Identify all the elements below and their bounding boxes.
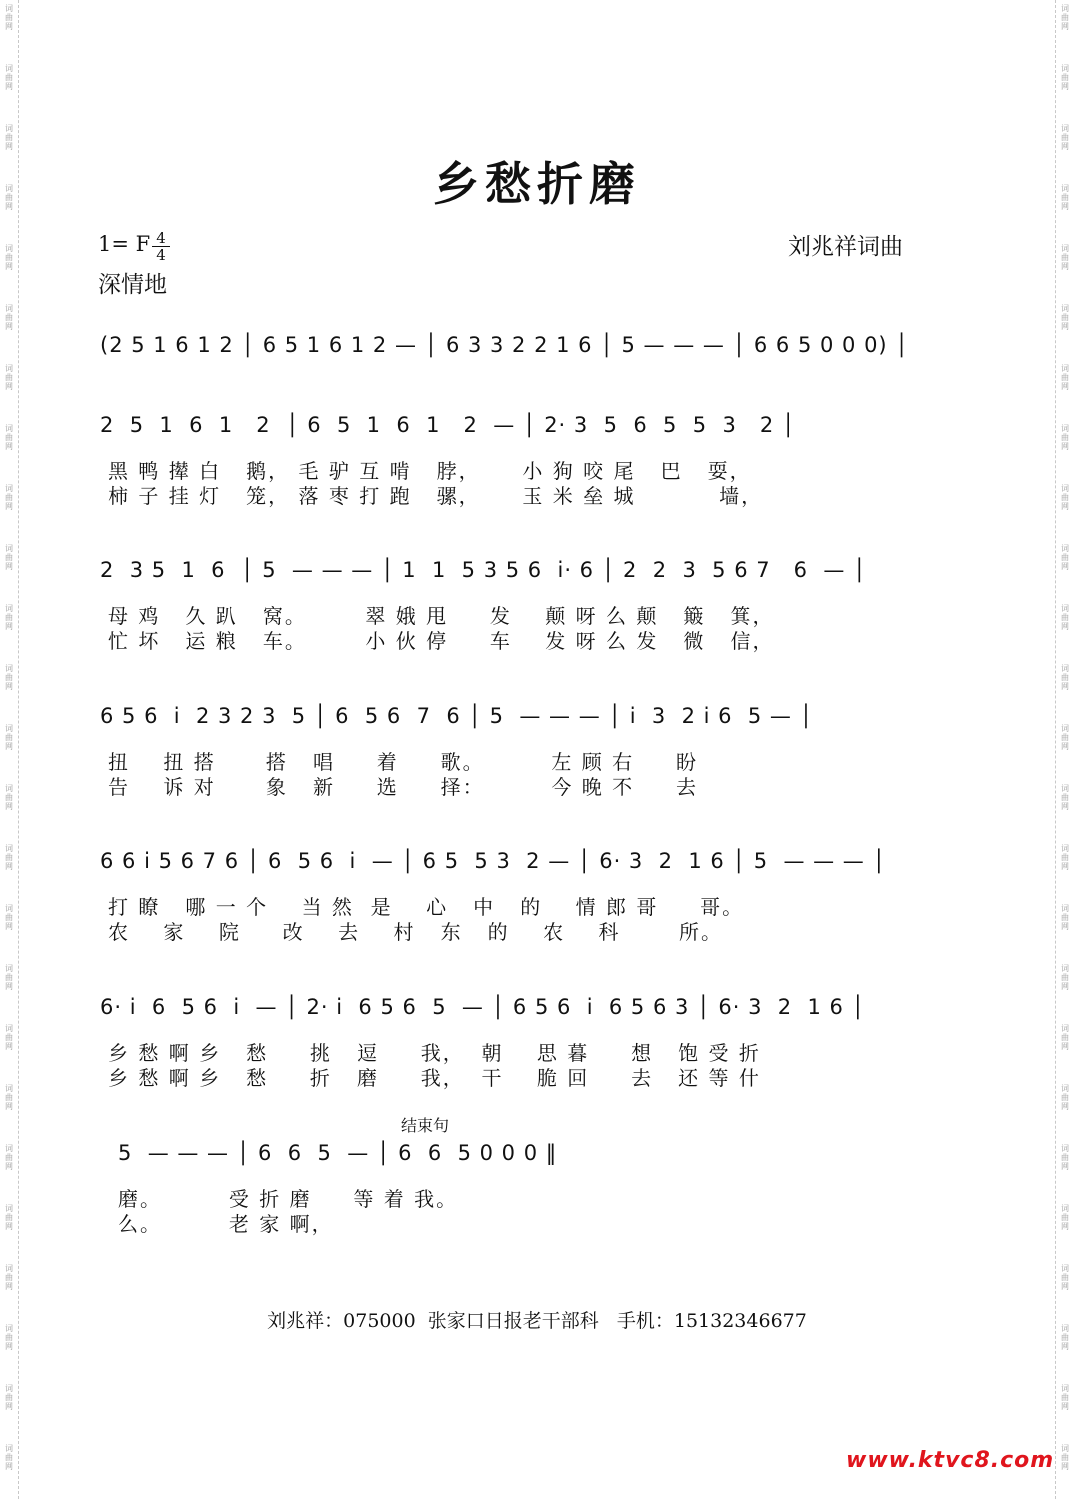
watermark-mark: 词 曲 网 bbox=[5, 304, 13, 331]
watermark-mark: 词 曲 网 bbox=[1061, 964, 1069, 991]
watermark-mark: 词 曲 网 bbox=[5, 1444, 13, 1471]
watermark-mark: 词 曲 网 bbox=[1061, 1084, 1069, 1111]
lyric-verse-2-row-3: 告 诉 对 象 新 选 择： 今 晚 不 去 bbox=[108, 775, 698, 799]
lyric-verse-1-row-4: 打 瞭 哪 一 个 当 然 是 心 中 的 情 郎 哥 哥。 bbox=[108, 895, 745, 919]
watermark-mark: 词 曲 网 bbox=[5, 724, 13, 751]
watermark-mark: 词 曲 网 bbox=[1061, 604, 1069, 631]
watermark-mark: 词 曲 网 bbox=[1061, 1264, 1069, 1291]
notation-text: 5 — — — │ 6 6 5 — │ 6 6 5 0 0 0 ‖ bbox=[118, 1141, 558, 1165]
watermark-mark: 词 曲 网 bbox=[1061, 1384, 1069, 1411]
time-signature-bottom: 4 bbox=[156, 246, 166, 264]
watermark-mark: 词 曲 网 bbox=[5, 1084, 13, 1111]
key-signature: 1= F bbox=[98, 232, 151, 256]
watermark-mark: 词 曲 网 bbox=[5, 904, 13, 931]
notation-row-3 bbox=[100, 704, 940, 740]
notation-text: 6· i 6 5 6 i — │ 2· i 6 5 6 5 — │ 6 5 6 i 6 5 6 3 │ 6· 3 2 1 6 │ bbox=[100, 995, 866, 1019]
watermark-mark: 词 曲 网 bbox=[1061, 904, 1069, 931]
watermark-mark: 词 曲 网 bbox=[1061, 364, 1069, 391]
watermark-mark: 词 曲 网 bbox=[5, 1384, 13, 1411]
notation-row-6 bbox=[118, 1141, 958, 1177]
time-signature-top: 4 bbox=[156, 229, 166, 247]
lyric-verse-1-row-6: 磨。 受 折 磨 等 着 我。 bbox=[118, 1187, 459, 1211]
notation-row-1 bbox=[100, 413, 940, 449]
lyric-verse-1-row-3: 扭 扭 搭 搭 唱 着 歌。 左 顾 右 盼 bbox=[108, 750, 698, 774]
author-credit: 刘兆祥词曲 bbox=[788, 234, 903, 260]
watermark-mark: 词 曲 网 bbox=[5, 64, 13, 91]
notation-row-4 bbox=[100, 849, 940, 885]
lyric-verse-1-row-5: 乡 愁 啊 乡 愁 挑 逗 我， 朝 思 暮 想 饱 受 折 bbox=[108, 1041, 761, 1065]
notation-row-intro bbox=[100, 333, 940, 369]
watermark-mark: 词 曲 网 bbox=[5, 364, 13, 391]
watermark-mark: 词 曲 网 bbox=[1061, 1204, 1069, 1231]
notation-row-5 bbox=[100, 995, 940, 1031]
watermark-mark: 词 曲 网 bbox=[1061, 484, 1069, 511]
watermark-mark: 词 曲 网 bbox=[1061, 784, 1069, 811]
lyric-verse-1-row-2: 母 鸡 久 趴 窝。 翠 娥 甩 发 颠 呀 么 颠 簸 箕， bbox=[108, 604, 775, 628]
contact-footer: 刘兆祥：075000 张家口日报老干部科 手机：15132346677 bbox=[267, 1310, 807, 1332]
watermark-mark: 词 曲 网 bbox=[1061, 1144, 1069, 1171]
lyric-verse-1-row-1: 黑 鸭 撵 白 鹅， 毛 驴 互 啃 脖， 小 狗 咬 尾 巴 耍， bbox=[108, 459, 752, 483]
watermark-mark: 词 曲 网 bbox=[1061, 4, 1069, 31]
notation-text: 6 6 i 5 6 7 6 │ 6 5 6 i — │ 6 5 5 3 2 — │ 6· 3 2 1 6 │ 5 — — — │ bbox=[100, 849, 887, 873]
watermark-mark: 词 曲 网 bbox=[1061, 184, 1069, 211]
watermark-mark: 词 曲 网 bbox=[5, 1144, 13, 1171]
watermark-mark: 词 曲 网 bbox=[5, 604, 13, 631]
watermark-mark: 词 曲 网 bbox=[1061, 724, 1069, 751]
lyric-verse-2-row-4: 农 家 院 改 去 村 东 的 农 科 所。 bbox=[108, 920, 724, 944]
site-watermark-logo: www.ktvc8.com bbox=[846, 1448, 1055, 1473]
watermark-mark: 词 曲 网 bbox=[1061, 1324, 1069, 1351]
watermark-mark: 词 曲 网 bbox=[5, 484, 13, 511]
watermark-mark: 词 曲 网 bbox=[5, 784, 13, 811]
notation-text: 2 5 1 6 1 2 │ 6 5 1 6 1 2 — │ 2· 3 5 6 5 5 3 2 │ bbox=[100, 413, 796, 437]
notation-text: 6 5 6 i 2 3 2 3 5 │ 6 5 6 7 6 │ 5 — — — │ i 3 2 i 6 5 — │ bbox=[100, 704, 814, 728]
watermark-mark: 词 曲 网 bbox=[5, 544, 13, 571]
watermark-mark: 词 曲 网 bbox=[5, 184, 13, 211]
watermark-mark: 词 曲 网 bbox=[5, 4, 13, 31]
watermark-column-left bbox=[0, 0, 19, 1499]
watermark-mark: 词 曲 网 bbox=[1061, 544, 1069, 571]
tempo-marking: 深情地 bbox=[98, 272, 167, 298]
watermark-mark: 词 曲 网 bbox=[1061, 844, 1069, 871]
watermark-mark: 词 曲 网 bbox=[5, 1024, 13, 1051]
watermark-mark: 词 曲 网 bbox=[5, 964, 13, 991]
watermark-mark: 词 曲 网 bbox=[5, 124, 13, 151]
lyric-verse-2-row-1: 柿 子 挂 灯 笼， 落 枣 打 跑 骡， 玉 米 垒 城 墙， bbox=[108, 484, 764, 508]
ending-section-label: 结束句 bbox=[401, 1116, 450, 1135]
watermark-mark: 词 曲 网 bbox=[5, 424, 13, 451]
watermark-mark: 词 曲 网 bbox=[1061, 64, 1069, 91]
watermark-mark: 词 曲 网 bbox=[5, 1264, 13, 1291]
watermark-mark: 词 曲 网 bbox=[5, 1204, 13, 1231]
song-title: 乡愁折磨 bbox=[433, 157, 641, 211]
watermark-column-right bbox=[1055, 0, 1074, 1499]
watermark-mark: 词 曲 网 bbox=[1061, 124, 1069, 151]
notation-text: 2 3 5 1 6 │ 5 — — — │ 1 1 5 3 5 6 i· 6 │ 2 2 3 5 6 7 6 — │ bbox=[100, 558, 867, 582]
watermark-mark: 词 曲 网 bbox=[5, 1324, 13, 1351]
watermark-mark: 词 曲 网 bbox=[1061, 664, 1069, 691]
lyric-verse-2-row-2: 忙 坏 运 粮 车。 小 伙 停 车 发 呀 么 发 微 信， bbox=[108, 629, 775, 653]
watermark-mark: 词 曲 网 bbox=[1061, 1444, 1069, 1471]
watermark-mark: 词 曲 网 bbox=[5, 664, 13, 691]
watermark-mark: 词 曲 网 bbox=[1061, 1024, 1069, 1051]
notation-row-2 bbox=[100, 558, 940, 594]
time-signature bbox=[150, 231, 172, 262]
watermark-mark: 词 曲 网 bbox=[5, 844, 13, 871]
watermark-mark: 词 曲 网 bbox=[5, 244, 13, 271]
lyric-verse-2-row-6: 么。 老 家 啊， bbox=[118, 1212, 334, 1236]
lyric-verse-2-row-5: 乡 愁 啊 乡 愁 折 磨 我， 干 脆 回 去 还 等 什 bbox=[108, 1066, 761, 1090]
watermark-mark: 词 曲 网 bbox=[1061, 304, 1069, 331]
notation-text: (2 5 1 6 1 2 │ 6 5 1 6 1 2 — │ 6 3 3 2 2 1 6 │ 5 — — — │ 6 6 5 0 0 0) │ bbox=[100, 333, 909, 357]
watermark-mark: 词 曲 网 bbox=[1061, 424, 1069, 451]
watermark-mark: 词 曲 网 bbox=[1061, 244, 1069, 271]
